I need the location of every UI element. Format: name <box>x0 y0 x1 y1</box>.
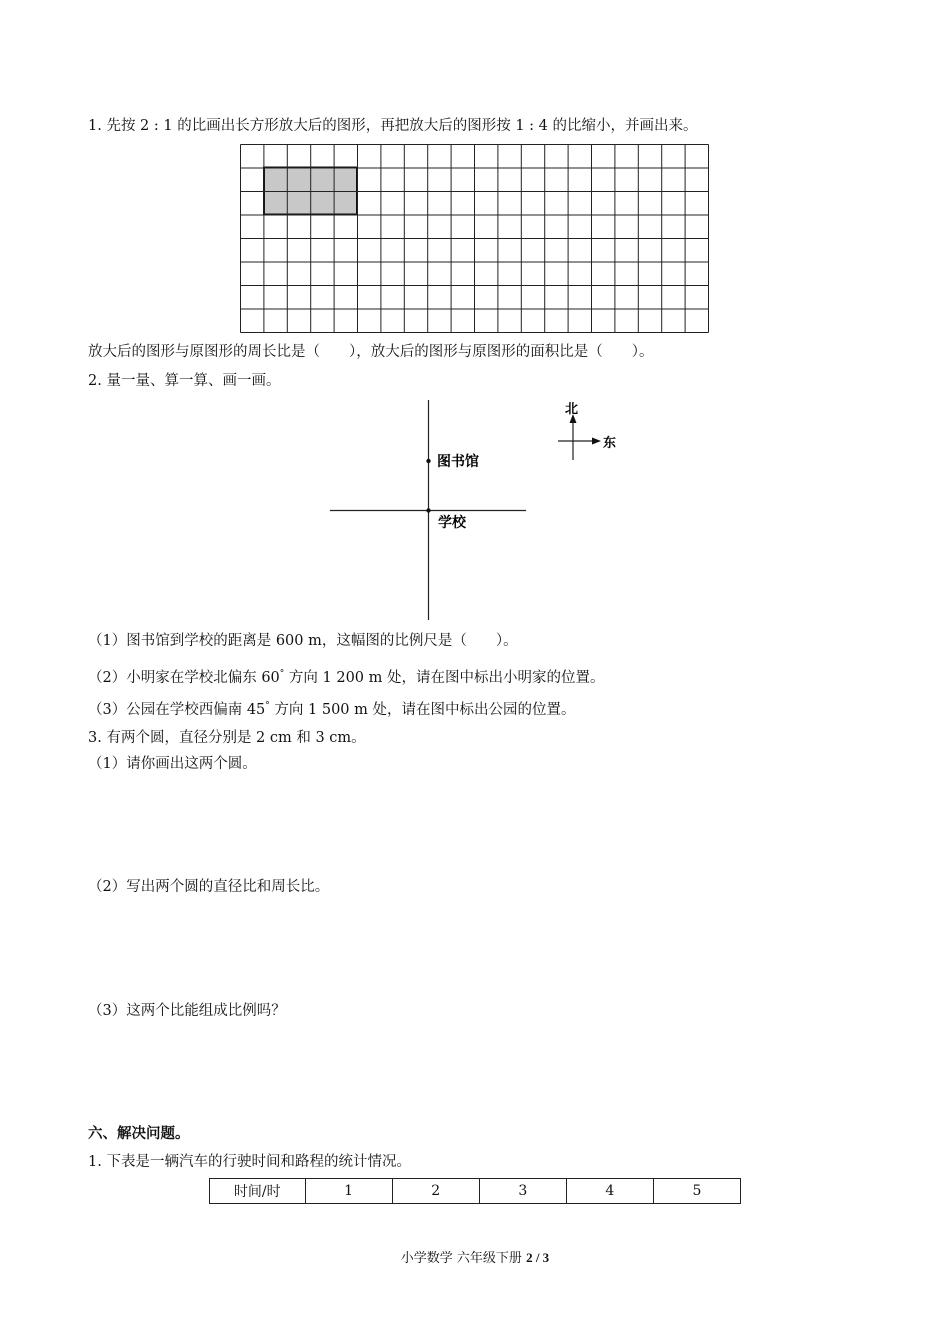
q2-sub3-post: 方向 1 500 m 处，请在图中标出公园的位置。 <box>269 702 576 718</box>
table-header-cell: 5 <box>653 1179 740 1204</box>
section6-q1-prompt: 1. 下表是一辆汽车的行驶时间和路程的统计情况。 <box>88 1154 411 1170</box>
q3-prompt: 3. 有两个圆，直径分别是 2 cm 和 3 cm。 <box>88 730 366 746</box>
compass-rose <box>558 402 616 460</box>
table-row <box>210 1179 741 1204</box>
footer-subject: 小学数学 六年级下册 <box>400 1251 527 1266</box>
q3-sub2: （2）写出两个圆的直径比和周长比。 <box>88 879 330 895</box>
library-label: 图书馆 <box>437 454 479 470</box>
school-point <box>426 508 430 512</box>
east-label: 东 <box>603 436 617 451</box>
q3-sub3: （3）这两个比能组成比例吗？ <box>88 1003 286 1019</box>
q2-map <box>330 400 630 625</box>
page-number: 2 / 3 <box>526 1250 550 1265</box>
table-header-cell: 时间/时 <box>210 1179 306 1204</box>
north-label: 北 <box>565 402 579 417</box>
table-header-cell: 3 <box>479 1179 566 1204</box>
q3-sub1: （1）请你画出这两个圆。 <box>88 756 257 772</box>
grid-lines <box>241 145 709 333</box>
q1-prompt: 1. 先按 2 : 1 的比画出长方形放大后的图形，再把放大后的图形按 1 : 4 的比缩小，并画出来。 <box>88 118 698 134</box>
time-distance-table <box>209 1178 741 1204</box>
q2-sub3 <box>88 697 576 719</box>
q2-sub2 <box>88 665 605 687</box>
q2-prompt: 2. 量一量、算一算、画一画。 <box>88 373 281 389</box>
q2-sub2-post: 方向 1 200 m 处，请在图中标出小明家的位置。 <box>284 670 605 686</box>
q1-grid <box>240 144 710 334</box>
page-footer <box>0 1247 950 1266</box>
degree-sign: ° <box>265 701 270 711</box>
table-header-cell: 1 <box>305 1179 392 1204</box>
q2-sub1: （1）图书馆到学校的距离是 600 m，这幅图的比例尺是（ ）。 <box>88 633 518 649</box>
east-arrow-icon <box>592 438 601 445</box>
q2-sub3-pre: （3）公园在学校西偏南 45 <box>88 702 266 718</box>
school-label: 学校 <box>438 515 466 531</box>
table-header-cell: 2 <box>392 1179 479 1204</box>
section6-heading: 六、解决问题。 <box>88 1125 190 1142</box>
q2-sub2-pre: （2）小明家在学校北偏东 60 <box>88 670 280 686</box>
table-header-cell: 4 <box>566 1179 653 1204</box>
library-point <box>426 459 430 463</box>
q1-answer-line: 放大后的图形与原图形的周长比是（ ），放大后的图形与原图形的面积比是（ ）。 <box>88 344 654 360</box>
degree-sign: ° <box>279 669 285 679</box>
